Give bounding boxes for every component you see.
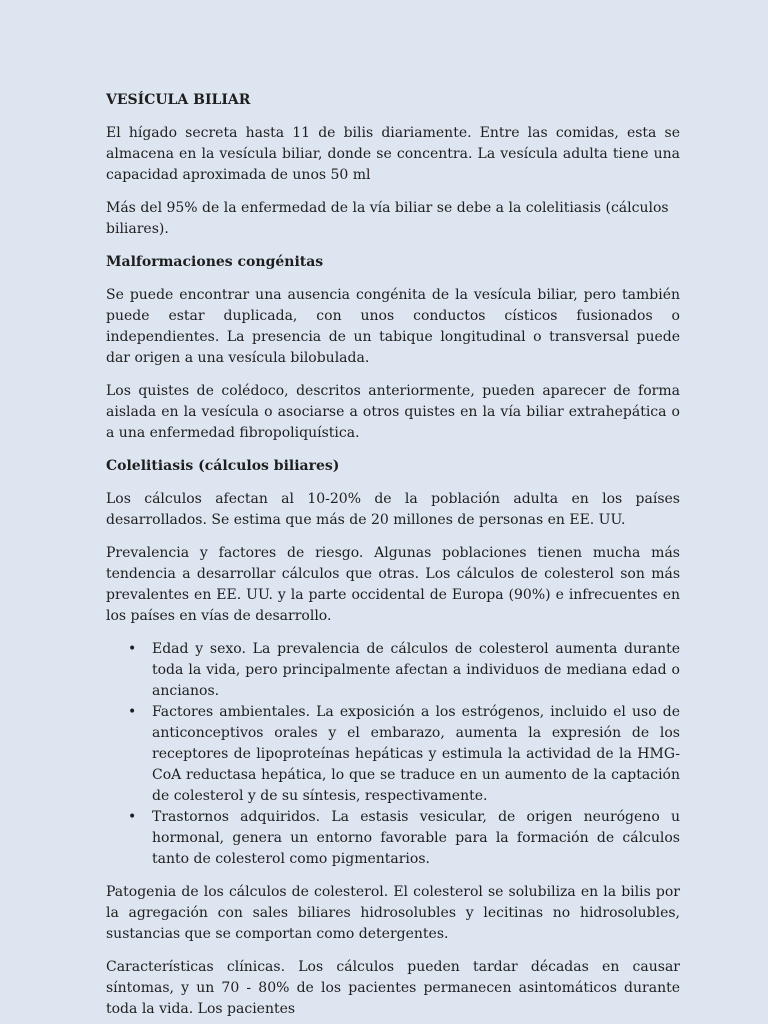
list-item-text: Edad y sexo. La prevalencia de cálculos de colesterol aumenta durante toda la vida, pero principalmente afectan a individuos de mediana edad o ancianos. <box>152 641 680 699</box>
section-heading-colelitiasis: Colelitiasis (cálculos biliares) <box>106 458 340 474</box>
bullet-icon: • <box>128 809 137 825</box>
list-item-text: Factores ambientales. La exposición a los estrógenos, incluido el uso de anticonceptivos orales y el embarazo, aumenta la expresión de los receptores de lipoproteínas hepáticas y estimula la actividad de la HMG-CoA reductasa hepática, lo que se traduce en un aumento de la captación de colesterol y de su síntesis, respectivamente. <box>152 704 680 804</box>
risk-factors-list <box>106 639 680 870</box>
list-item <box>106 702 680 807</box>
intro-paragraph-1: El hígado secreta hasta 11 de bilis diariamente. Entre las comidas, esta se almacena en la vesícula biliar, donde se concentra. La vesícula adulta tiene una capacidad aproximada de unos 50 ml <box>106 125 680 183</box>
malformaciones-paragraph-2: Los quistes de colédoco, descritos anteriormente, pueden aparecer de forma aislada en la vesícula o asociarse a otros quistes en la vía biliar extrahepática o a una enfermedad fibropoliquística. <box>106 383 680 441</box>
malformaciones-paragraph-1: Se puede encontrar una ausencia congénita de la vesícula biliar, pero también puede estar duplicada, con unos conductos císticos fusionados o independientes. La presencia de un tabique longitudinal o transversal puede dar origen a una vesícula bilobulada. <box>106 287 680 366</box>
patogenia-paragraph: Patogenia de los cálculos de colesterol. El colesterol se solubiliza en la bilis por la agregación con sales biliares hidrosolubles y lecitinas no hidrosolubles, sustancias que se comportan como detergentes. <box>106 884 680 942</box>
list-item-text: Trastornos adquiridos. La estasis vesicular, de origen neurógeno u hormonal, genera un entorno favorable para la formación de cálculos tanto de colesterol como pigmentarios. <box>152 809 680 867</box>
caracteristicas-paragraph: Características clínicas. Los cálculos pueden tardar décadas en causar síntomas, y un 70 - 80% de los pacientes permanecen asintomáticos durante toda la vida. Los pacientes <box>106 959 680 1017</box>
section-heading-malformaciones: Malformaciones congénitas <box>106 254 324 270</box>
bullet-icon: • <box>128 704 137 720</box>
bullet-icon: • <box>128 641 137 657</box>
document-title: VESÍCULA BILIAR <box>106 92 251 108</box>
list-item <box>106 639 680 702</box>
colelitiasis-paragraph-1: Los cálculos afectan al 10-20% de la población adulta en los países desarrollados. Se estima que más de 20 millones de personas en EE. UU. <box>106 491 680 528</box>
list-item <box>106 807 680 870</box>
colelitiasis-paragraph-2: Prevalencia y factores de riesgo. Algunas poblaciones tienen mucha más tendencia a desarrollar cálculos que otras. Los cálculos de colesterol son más prevalentes en EE. UU. y la parte occidental de Europa (90%) e infrecuentes en los países en vías de desarrollo. <box>106 545 680 624</box>
intro-paragraph-2: Más del 95% de la enfermedad de la vía biliar se debe a la colelitiasis (cálculos biliares). <box>106 200 669 237</box>
